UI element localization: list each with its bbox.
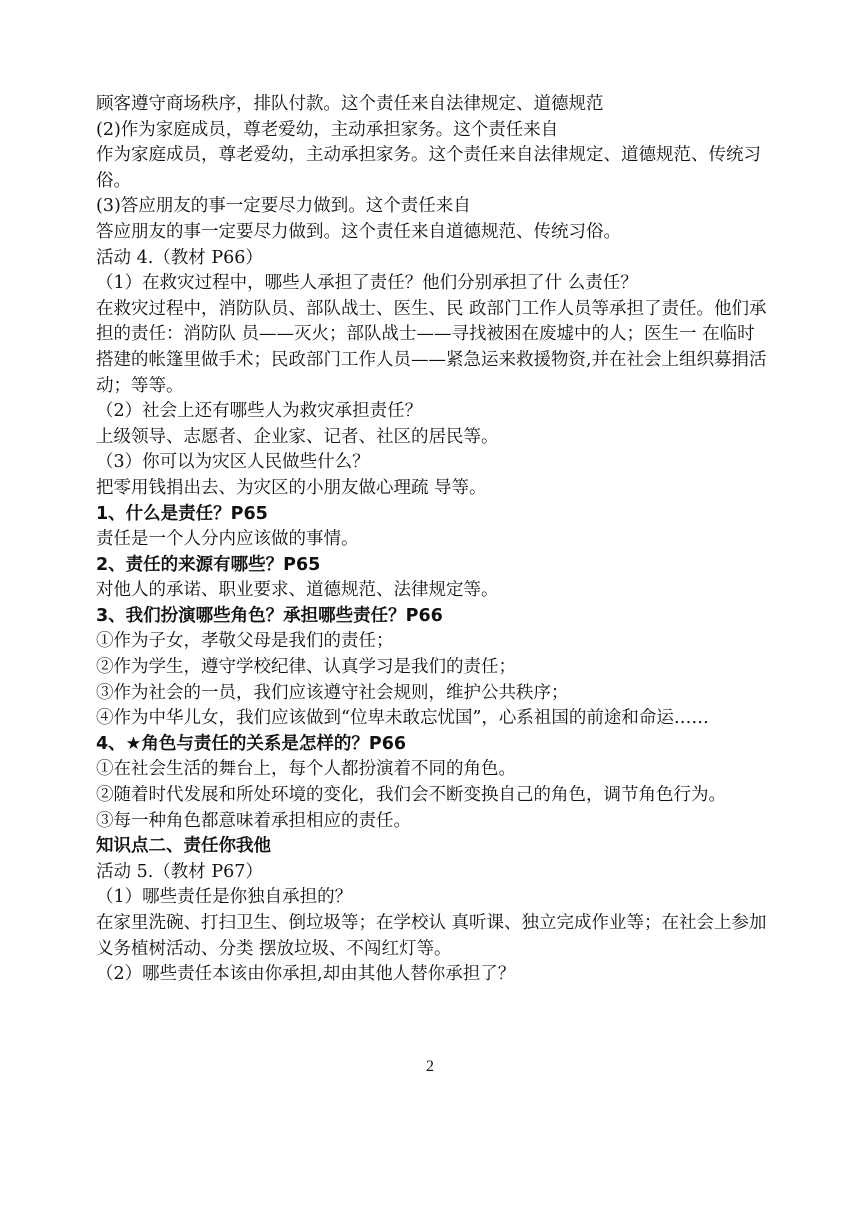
section-heading: 1、什么是责任？P65 xyxy=(96,503,268,524)
text-line: 作为家庭成员，尊老爱幼，主动承担家务。这个责任来自法律规定、道德规范、传统习俗。 xyxy=(96,145,761,191)
document-body xyxy=(96,92,772,988)
text-line: (2)作为家庭成员，尊老爱幼，主动承担家务。这个责任来自 xyxy=(96,119,559,140)
question-line: （2）哪些责任本该由你承担,却由其他人替你承担了？ xyxy=(96,964,516,985)
answer-paragraph: 责任是一个人分内应该做的事情。 xyxy=(96,529,359,550)
answer-paragraph: 把零用钱捐出去、为灾区的小朋友做心理疏 导等。 xyxy=(96,477,487,498)
question-line: （2）社会上还有哪些人为救灾承担责任？ xyxy=(96,401,423,422)
text-line: 顾客遵守商场秩序，排队付款。这个责任来自法律规定、道德规范 xyxy=(96,94,604,114)
knowledge-point-heading: 知识点二、责任你我他 xyxy=(96,836,271,857)
answer-paragraph: 在救灾过程中，消防队员、部队战士、医生、民 政部门工作人员等承担了责任。他们承担的责任：消防队 员——灭火；部队战士——寻找被困在废墟中的人；医生一 在临时搭建的帐篷里做手术；民政部门工作人员——紧急运来救援物资,并在社会上组织募捐活动；等等。 xyxy=(96,298,767,396)
text-line: (3)答应朋友的事一定要尽力做到。这个责任来自 xyxy=(96,196,471,217)
list-item: ①作为子女，孝敬父母是我们的责任； xyxy=(96,631,394,652)
question-line: （1）在救灾过程中，哪些人承担了责任？他们分别承担了什 么责任？ xyxy=(96,273,638,294)
list-item: ④作为中华儿女，我们应该做到“位卑未敢忘忧国”，心系祖国的前途和命运…… xyxy=(96,708,709,729)
section-heading: 3、我们扮演哪些角色？承担哪些责任？P66 xyxy=(96,605,443,626)
list-item: ①在社会生活的舞台上，每个人都扮演着不同的角色。 xyxy=(96,759,516,780)
text-line: 答应朋友的事一定要尽力做到。这个责任来自道德规范、传统习俗。 xyxy=(96,221,621,242)
answer-paragraph: 在家里洗碗、打扫卫生、倒垃圾等；在学校认 真听课、独立完成作业等；在社会上参加义务植树活动、分类 摆放垃圾、不闯红灯等。 xyxy=(96,913,767,959)
section-heading: 4、★角色与责任的关系是怎样的？P66 xyxy=(96,733,407,754)
question-line: （3）你可以为灾区人民做些什么？ xyxy=(96,452,370,473)
list-item: ③每一种角色都意味着承担相应的责任。 xyxy=(96,810,411,831)
answer-paragraph: 对他人的承诺、职业要求、道德规范、法律规定等。 xyxy=(96,580,499,601)
list-item: ②随着时代发展和所处环境的变化，我们会不断变换自己的角色，调节角色行为。 xyxy=(96,785,726,806)
list-item: ③作为社会的一员，我们应该遵守社会规则，维护公共秩序； xyxy=(96,682,569,703)
activity-heading: 活动 5.（教材 P67） xyxy=(96,861,263,882)
answer-paragraph: 上级领导、志愿者、企业家、记者、社区的居民等。 xyxy=(96,426,499,447)
activity-heading: 活动 4.（教材 P66） xyxy=(96,247,263,268)
list-item: ②作为学生，遵守学校纪律、认真学习是我们的责任； xyxy=(96,657,516,678)
page-number: 2 xyxy=(426,1058,434,1075)
section-heading: 2、责任的来源有哪些？P65 xyxy=(96,554,321,575)
question-line: （1）哪些责任是你独自承担的？ xyxy=(96,887,353,908)
